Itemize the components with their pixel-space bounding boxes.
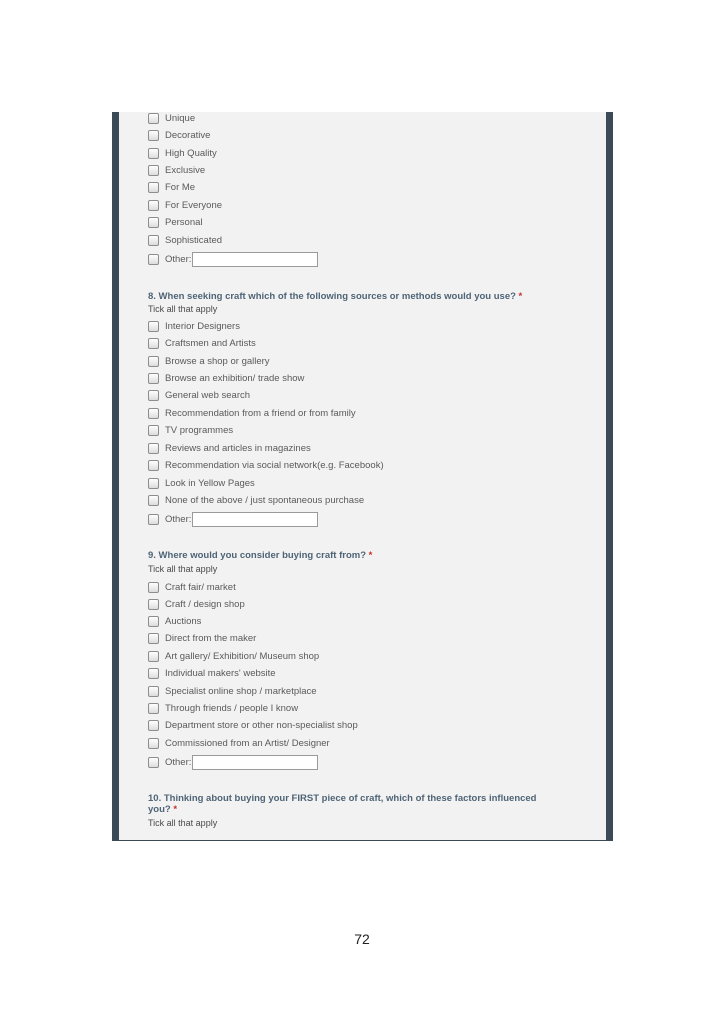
checkbox[interactable] — [148, 738, 159, 749]
option-label: Interior Designers — [165, 320, 240, 332]
q9-option-commissioned[interactable] — [148, 736, 330, 750]
q7-option-exclusive[interactable] — [148, 163, 205, 177]
q9-option-friends[interactable] — [148, 701, 298, 715]
option-label: Reviews and articles in magazines — [165, 442, 311, 454]
option-label: Recommendation via social network(e.g. Facebook) — [165, 459, 384, 471]
option-label: Other: — [165, 756, 192, 768]
checkbox[interactable] — [148, 443, 159, 454]
question-hint: Tick all that apply — [148, 818, 218, 828]
q8-option-recommendation-friend[interactable] — [148, 406, 356, 420]
option-label: Department store or other non-specialist shop — [165, 719, 358, 731]
checkbox[interactable] — [148, 373, 159, 384]
question-text: 9. Where would you consider buying craft from? — [148, 550, 366, 561]
q8-option-browse-shop[interactable] — [148, 354, 270, 368]
q9-option-online-shop[interactable] — [148, 684, 317, 698]
q8-option-magazines[interactable] — [148, 441, 311, 455]
option-label: For Everyone — [165, 199, 223, 211]
checkbox[interactable] — [148, 582, 159, 593]
option-label: Personal — [165, 216, 203, 228]
checkbox[interactable] — [148, 425, 159, 436]
option-label: Craft / design shop — [165, 598, 245, 610]
option-label: Sophisticated — [165, 234, 223, 246]
required-mark: * — [173, 804, 178, 815]
checkbox[interactable] — [148, 254, 159, 265]
required-mark: * — [518, 291, 523, 302]
question-hint: Tick all that apply — [148, 564, 218, 574]
checkbox[interactable] — [148, 321, 159, 332]
checkbox[interactable] — [148, 130, 159, 141]
required-mark: * — [368, 550, 373, 561]
q8-option-none[interactable] — [148, 493, 364, 507]
checkbox[interactable] — [148, 165, 159, 176]
option-label: Auctions — [165, 615, 202, 627]
q9-option-design-shop[interactable] — [148, 597, 245, 611]
q7-option-for-everyone[interactable] — [148, 198, 222, 212]
q8-option-browse-exhibition[interactable] — [148, 371, 304, 385]
q7-option-decorative[interactable] — [148, 128, 210, 142]
option-label: Exclusive — [165, 164, 206, 176]
option-label: Craftsmen and Artists — [165, 337, 256, 349]
checkbox[interactable] — [148, 338, 159, 349]
question-text: 8. When seeking craft which of the following sources or methods would you use? — [148, 291, 516, 302]
option-label: Decorative — [165, 129, 211, 141]
q7-option-high-quality[interactable] — [148, 146, 217, 160]
q8-option-craftsmen-artists[interactable] — [148, 336, 256, 350]
checkbox[interactable] — [148, 599, 159, 610]
q8-option-social-network[interactable] — [148, 458, 384, 472]
option-label: For Me — [165, 181, 196, 193]
q9-option-direct-maker[interactable] — [148, 631, 256, 645]
checkbox[interactable] — [148, 616, 159, 627]
checkbox[interactable] — [148, 757, 159, 768]
q9-option-makers-website[interactable] — [148, 666, 276, 680]
option-label: TV programmes — [165, 424, 234, 436]
option-label: High Quality — [165, 147, 217, 159]
option-label: Browse a shop or gallery — [165, 355, 270, 367]
checkbox[interactable] — [148, 651, 159, 662]
question-title — [148, 550, 538, 561]
option-label: Specialist online shop / marketplace — [165, 685, 317, 697]
q9-option-other[interactable] — [148, 755, 318, 769]
q7-option-for-me[interactable] — [148, 180, 195, 194]
checkbox[interactable] — [148, 633, 159, 644]
question-title — [148, 291, 538, 302]
checkbox[interactable] — [148, 113, 159, 124]
checkbox[interactable] — [148, 235, 159, 246]
other-text-input[interactable] — [192, 755, 318, 770]
checkbox[interactable] — [148, 408, 159, 419]
checkbox[interactable] — [148, 182, 159, 193]
q7-option-other[interactable] — [148, 252, 318, 266]
checkbox[interactable] — [148, 703, 159, 714]
other-text-input[interactable] — [192, 512, 318, 527]
q8-option-tv[interactable] — [148, 423, 233, 437]
checkbox[interactable] — [148, 390, 159, 401]
option-label: Individual makers' website — [165, 667, 276, 679]
q7-option-personal[interactable] — [148, 215, 203, 229]
option-label: Other: — [165, 513, 192, 525]
option-label: Through friends / people I know — [165, 702, 299, 714]
q8-option-other[interactable] — [148, 512, 318, 526]
q9-option-craft-fair[interactable] — [148, 580, 236, 594]
option-label: Other: — [165, 253, 192, 265]
option-label: Craft fair/ market — [165, 581, 236, 593]
q9-option-art-gallery[interactable] — [148, 649, 319, 663]
question-hint: Tick all that apply — [148, 304, 218, 314]
checkbox[interactable] — [148, 514, 159, 525]
page-number: 72 — [354, 931, 370, 947]
checkbox[interactable] — [148, 356, 159, 367]
other-text-input[interactable] — [192, 252, 318, 267]
checkbox[interactable] — [148, 148, 159, 159]
checkbox[interactable] — [148, 217, 159, 228]
option-label: Recommendation from a friend or from family — [165, 407, 356, 419]
option-label: Commissioned from an Artist/ Designer — [165, 737, 330, 749]
checkbox[interactable] — [148, 686, 159, 697]
checkbox[interactable] — [148, 478, 159, 489]
option-label: Direct from the maker — [165, 632, 257, 644]
option-label: None of the above / just spontaneous purchase — [165, 494, 365, 506]
q8-option-interior-designers[interactable] — [148, 319, 240, 333]
question-text: 10. Thinking about buying your FIRST piece of craft, which of these factors influenced you? — [148, 793, 537, 815]
q7-option-sophisticated[interactable] — [148, 233, 222, 247]
checkbox[interactable] — [148, 720, 159, 731]
q7-option-unique[interactable] — [148, 111, 195, 125]
checkbox[interactable] — [148, 200, 159, 211]
checkbox[interactable] — [148, 460, 159, 471]
q9-option-department-store[interactable] — [148, 718, 358, 732]
q8-option-web-search[interactable] — [148, 388, 250, 402]
option-label: Look in Yellow Pages — [165, 477, 255, 489]
checkbox[interactable] — [148, 668, 159, 679]
q9-option-auctions[interactable] — [148, 614, 201, 628]
option-label: Browse an exhibition/ trade show — [165, 372, 305, 384]
option-label: Art gallery/ Exhibition/ Museum shop — [165, 650, 320, 662]
checkbox[interactable] — [148, 495, 159, 506]
option-label: Unique — [165, 112, 196, 124]
option-label: General web search — [165, 389, 251, 401]
q8-option-yellow-pages[interactable] — [148, 476, 255, 490]
question-title — [148, 793, 538, 815]
